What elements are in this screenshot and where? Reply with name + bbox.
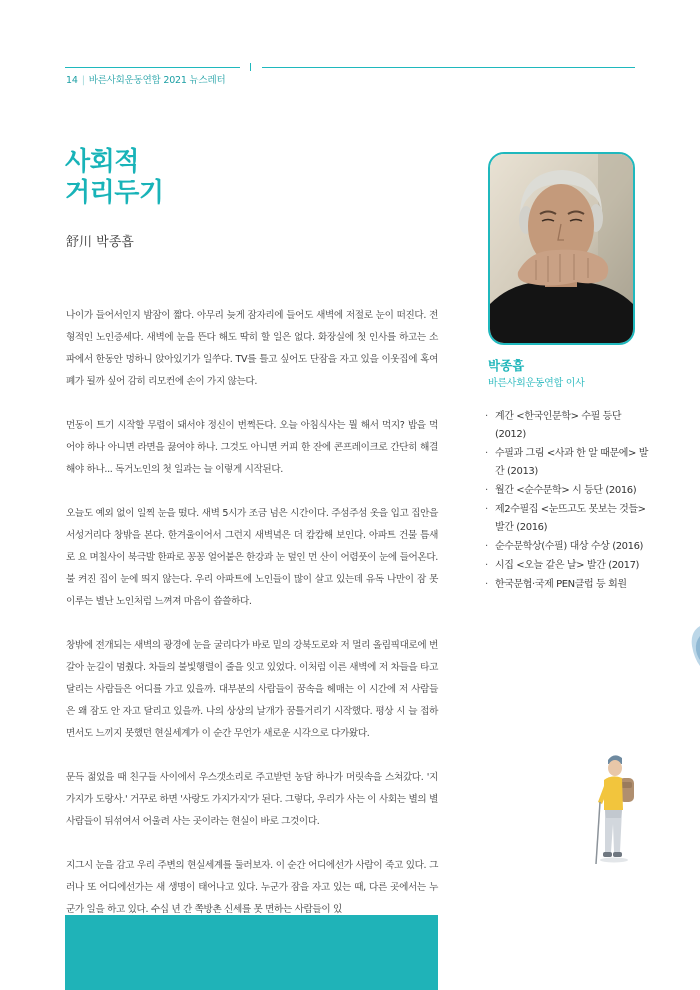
header-rule-left <box>65 67 240 68</box>
bio-item: · 시집 <오늘 같은 날> 발간 (2017) <box>484 557 649 575</box>
bio-item: · 순수문학상(수필) 대상 수상 (2016) <box>484 538 649 556</box>
page-number: 14 <box>66 75 78 86</box>
article-title-line-2: 거리두기 <box>65 178 164 208</box>
body-paragraph: 문득 젊었을 때 친구들 사이에서 우스갯소리로 주고받던 농담 하나가 머릿속을 스쳐갔다. '지가지가 도랑사.' 거꾸로 하면 '사랑도 가지가지'가 된다. 그렇다, 우리가 사는 이 사회는 별의 별 사람들이 뒤섞여서 어울려 사는 곳이라는 현실이 바로 그것이다. <box>66 772 438 827</box>
body-paragraph: 창밖에 전개되는 새벽의 광경에 눈을 굴리다가 바로 밑의 강북도로와 저 멀리 올림픽대로에 번갈아 눈길이 멈췄다. 차들의 불빛행렬이 줄을 잇고 있었다. 이처럼 이른 새벽에 저 차들을 타고 달리는 사람들은 어디를 가고 있을까. 대부분의 사람들이 꿈속을 헤매는 이 시간에 저 사람들은 왜 잠도 안 자고 달리고 있을까. 나의 상상의 날개가 꿈틀거리기 시작했다. 평상 시 늘 접하면서도 느끼지 못했던 현실세계가 이 순간 무언가 새로운 시각으로 다가왔다. <box>66 640 438 739</box>
header-rule-right <box>262 67 635 68</box>
bio-item: · 제2수필집 <눈뜨고도 못보는 것들> 발간 (2016) <box>484 501 649 537</box>
bio-item: · 한국문협·국제 PEN클럽 등 회원 <box>484 576 649 594</box>
header-separator: | <box>81 75 85 86</box>
article-body <box>66 305 438 943</box>
profile-name: 박종흡 <box>488 358 525 373</box>
profile-bio-list <box>484 408 649 595</box>
author-portrait-photo <box>488 152 635 345</box>
article-author: 舒川 박종흡 <box>66 235 134 250</box>
article-title <box>65 147 163 209</box>
running-header <box>66 72 225 86</box>
edge-figure-decoration <box>686 622 700 672</box>
article-title-line-1: 사회적 <box>65 147 139 177</box>
portrait-illustration <box>490 154 633 343</box>
body-paragraph: 오늘도 예외 없이 일찍 눈을 떴다. 새벽 5시가 조금 넘은 시간이다. 주섬주섬 옷을 입고 집안을 서성거리다 창밖을 본다. 한겨울이어서 그런지 새벽녘은 더 캄캄해 보인다. 아파트 건물 틈새로 요 며칠사이 북극발 한파로 꽁꽁 얼어붙은 한강과 눈 덮인 먼 산이 어렴풋이 눈에 들어온다. 불 켜진 집이 눈에 띄지 않는다. 우리 아파트에 노인들이 많이 살고 있는데 유독 나만이 잠 못 이루는 별난 노인처럼 느껴져 마음이 씁쓸하다. <box>66 508 438 607</box>
header-rule-tick <box>250 63 251 71</box>
bio-item: · 수필과 그림 <사과 한 알 때문에> 발간 (2013) <box>484 445 649 481</box>
hiker-illustration <box>592 752 644 870</box>
profile-role: 바른사회운동연합 이사 <box>488 378 585 389</box>
body-paragraph: 나이가 들어서인지 밤잠이 짧다. 아무리 늦게 잠자리에 들어도 새벽에 저절로 눈이 떠진다. 전형적인 노인증세다. 새벽에 눈을 뜬다 해도 딱히 할 일은 없다. 화장실에 첫 인사를 하고는 소파에서 한동안 멍하니 앉아있기가 일쑤다. TV를 틀고 싶어도 단잠을 자고 있을 이웃집에 혹여 폐가 될까 싶어 감히 리모컨에 손이 가지 않는다. <box>66 310 438 387</box>
body-paragraph: 지그시 눈을 감고 우리 주변의 현실세계를 둘러보자. 이 순간 어디에선가 사람이 죽고 있다. 그러나 또 어디에선가는 새 생명이 태어나고 있다. 누군가 잠을 자고 있는 때, 다른 곳에서는 누군가 일을 하고 있다. 수십 년 간 쪽방촌 신세를 못 면하는 사람들이 있 <box>66 860 438 915</box>
body-paragraph: 먼동이 트기 시작할 무렵이 돼서야 정신이 번쩍든다. 오늘 아침식사는 뭘 해서 먹지? 밥을 먹어야 하나 아니면 라면을 끓여야 하나. 그것도 아니면 커피 한 잔에 콘프레이크로 간단히 해결해야 하나... 독거노인의 첫 일과는 늘 이렇게 시작된다. <box>66 420 438 475</box>
bio-item: · 월간 <순수문학> 시 등단 (2016) <box>484 482 649 500</box>
bio-item: · 계간 <한국인문학> 수필 등단 (2012) <box>484 408 649 444</box>
publication-name: 바른사회운동연합 2021 뉴스레터 <box>88 75 226 86</box>
footer-color-block <box>65 915 438 990</box>
